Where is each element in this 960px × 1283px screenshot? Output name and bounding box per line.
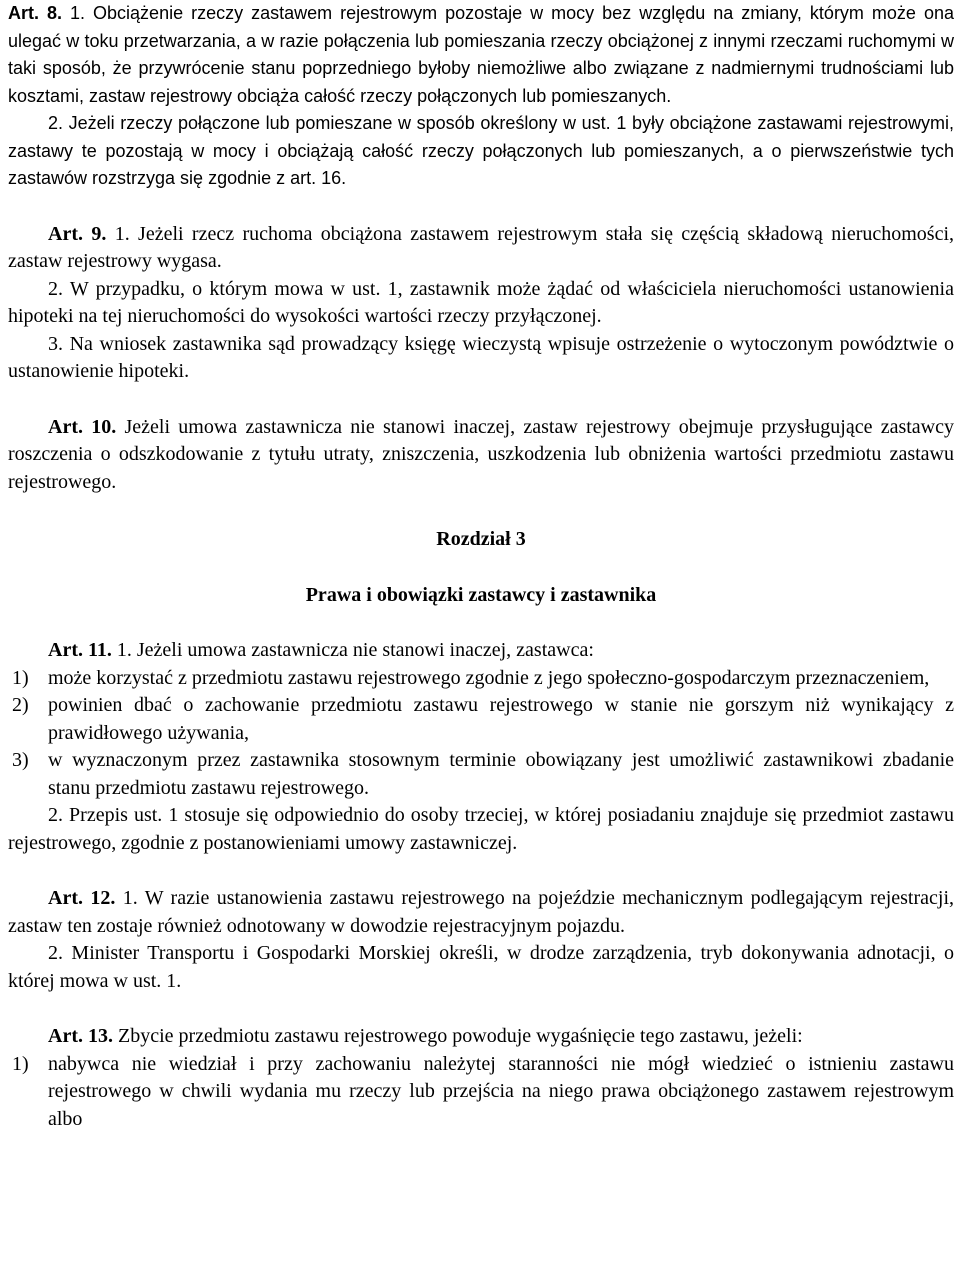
art12-label: Art. 12. bbox=[48, 887, 116, 909]
art13-paragraph bbox=[8, 1023, 954, 1051]
list-item bbox=[8, 1051, 954, 1134]
art8-p1-number: 1. bbox=[70, 3, 86, 23]
art13-label: Art. 13. bbox=[48, 1025, 113, 1047]
art9-paragraph-1 bbox=[8, 221, 954, 276]
list-item-text: w wyznaczonym przez zastawnika stosownym terminie obowiązany jest umożliwić zastawnikowi zbadanie stanu przedmiotu zastawu rejestrowego. bbox=[48, 749, 954, 799]
art9-paragraph-3: 3. Na wniosek zastawnika sąd prowadzący księgę wieczystą wpisuje ostrzeżenie o wytoczonym powództwie o ustanowienie hipoteki. bbox=[8, 332, 954, 382]
art9-paragraph-2: 2. W przypadku, o którym mowa w ust. 1, zastawnik może żądać od właściciela nieruchomości ustanowienia hipoteki na tej nieruchomości do wysokości wartości rzeczy przyłączonej. bbox=[8, 277, 954, 327]
article-11 bbox=[8, 637, 954, 857]
art12-paragraph-2: 2. Minister Transportu i Gospodarki Morskiej określi, w drodze zarządzenia, tryb dokonywania adnotacji, o której mowa w ust. 1. bbox=[8, 942, 954, 992]
list-item-number: 1) bbox=[12, 1052, 29, 1075]
article-9 bbox=[8, 221, 954, 386]
art12-paragraph-1 bbox=[8, 885, 954, 940]
art13-item-list bbox=[8, 1051, 954, 1134]
art10-paragraph bbox=[8, 414, 954, 497]
art11-label: Art. 11. bbox=[48, 639, 112, 661]
art8-p1-text: Obciążenie rzeczy zastawem rejestrowym pozostaje w mocy bez względu na zmiany, którym może ona ulegać w toku przetwarzania, a w razie połączenia lub pomieszania rzeczy obciążonej z innymi rzeczami ruchomymi w taki sposób, że przywrócenie stanu poprzedniego byłoby niemożliwe albo związane z nadmiernymi trudnościami lub kosztami, zastaw rejestrowy obciąża całość rzeczy połączonych lub pomieszanych. bbox=[8, 3, 954, 106]
art9-p1-text: 1. Jeżeli rzecz ruchoma obciążona zastawem rejestrowym stała się częścią składową nieruchomości, zastaw rejestrowy wygasa. bbox=[8, 222, 955, 272]
chapter-number: Rozdział 3 bbox=[436, 528, 526, 550]
art8-paragraph-2: 2. Jeżeli rzeczy połączone lub pomieszane w sposób określony w ust. 1 były obciążone zastawami rejestrowymi, zastawy te pozostają w mocy i obciążają całość rzeczy połączonych lub pomieszanych, a o pierwszeństwie tych zastawów rozstrzyga się zgodnie z art. 16. bbox=[8, 113, 954, 188]
art11-p1-text: 1. Jeżeli umowa zastawnicza nie stanowi inaczej, zastawca: bbox=[116, 639, 594, 661]
list-item bbox=[8, 692, 954, 747]
article-12 bbox=[8, 885, 954, 995]
art11-paragraph-2: 2. Przepis ust. 1 stosuje się odpowiednio do osoby trzeciej, w której posiadaniu znajduje się przedmiot zastawu rejestrowego, zgodnie z postanowieniami umowy zastawniczej. bbox=[8, 804, 954, 854]
article-13 bbox=[8, 1023, 954, 1133]
art10-text: Jeżeli umowa zastawnicza nie stanowi inaczej, zastaw rejestrowy obejmuje przysługujące zastawcy roszczenia o odszkodowanie z tytułu utraty, zniszczenia, uszkodzenia lub obniżenia wartości przedmiotu zastawu rejestrowego. bbox=[8, 415, 955, 493]
art8-paragraph-1 bbox=[8, 0, 954, 110]
list-item-number: 1) bbox=[12, 666, 29, 689]
art8-label: Art. 8. bbox=[8, 3, 63, 23]
list-item bbox=[8, 747, 954, 802]
article-10 bbox=[8, 414, 954, 497]
art11-paragraph-1 bbox=[8, 637, 954, 665]
list-item-text: może korzystać z przedmiotu zastawu rejestrowego zgodnie z jego społeczno-gospodarczym przeznaczeniem, bbox=[48, 666, 930, 689]
list-item-text: nabywca nie wiedział i przy zachowaniu należytej staranności nie mógł wiedzieć o istnieniu zastawu rejestrowego w chwili wydania mu rzeczy lub przejścia na niego prawa obciążonego zastawem rejestrowym albo bbox=[48, 1052, 954, 1130]
art12-p1-text: 1. W razie ustanowienia zastawu rejestrowego na pojeździe mechanicznym podlegającym rejestracji, zastaw ten zostaje również odnotowany w dowodzie rejestracyjnym pojazdu. bbox=[8, 887, 955, 937]
art10-label: Art. 10. bbox=[48, 415, 117, 438]
list-item-text: powinien dbać o zachowanie przedmiotu zastawu rejestrowego w stanie nie gorszym niż wynikający z prawidłowego używania, bbox=[48, 694, 954, 744]
art11-item-list bbox=[8, 665, 954, 803]
art13-text: Zbycie przedmiotu zastawu rejestrowego powoduje wygaśnięcie tego zastawu, jeżeli: bbox=[117, 1025, 803, 1047]
list-item bbox=[8, 665, 954, 693]
list-item-number: 2) bbox=[12, 694, 29, 716]
chapter-title: Prawa i obowiązki zastawcy i zastawnika bbox=[305, 583, 657, 606]
document-page bbox=[8, 0, 954, 1133]
article-8 bbox=[8, 0, 954, 193]
art9-label: Art. 9. bbox=[48, 222, 107, 245]
list-item-number: 3) bbox=[12, 749, 29, 771]
chapter-heading bbox=[8, 526, 954, 609]
